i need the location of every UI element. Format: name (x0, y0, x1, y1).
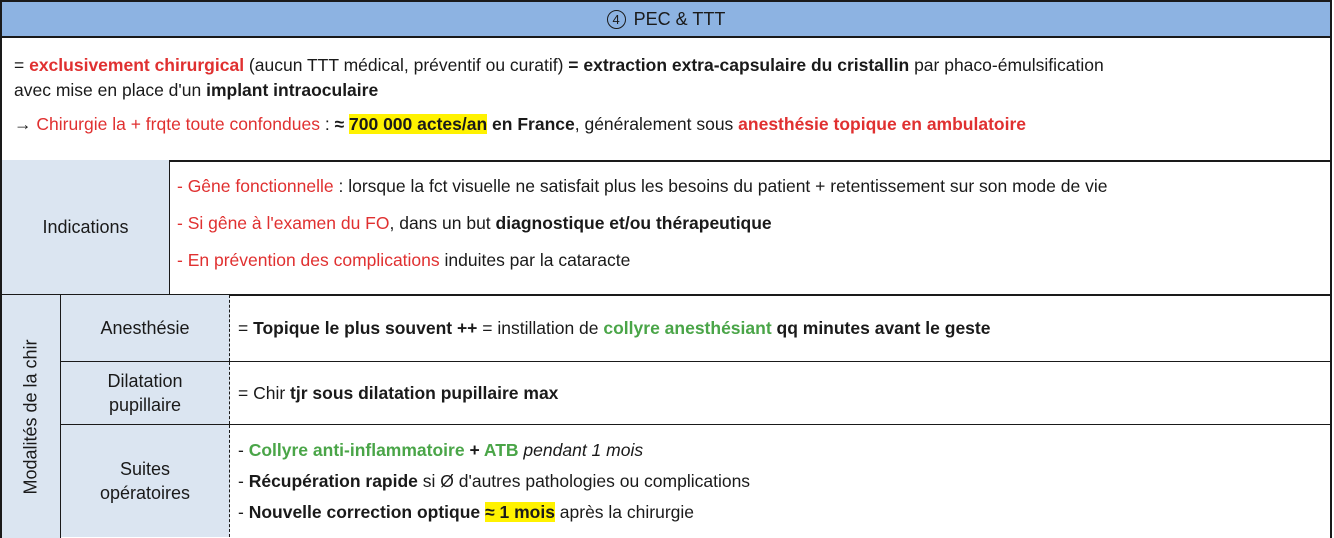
highlight-actes: 700 000 actes/an (349, 114, 488, 134)
indications-list (170, 160, 1119, 294)
suites-value (230, 425, 1330, 537)
highlight-one-month: ≈ 1 mois (485, 501, 555, 522)
indication-item: - Gêne fonctionnelle : lorsque la fct visuelle ne satisfait plus les besoins du patient + retentissement sur son mode de vie (177, 176, 1108, 196)
section-header (0, 0, 1332, 38)
row-dilatation (61, 362, 1330, 425)
suites-item: - Récupération rapide si Ø d'autres pathologies ou complications (238, 470, 751, 491)
intro-epidemiology: → Chirurgie la + frqte toute confondues : ≈ 700 000 actes/an en France, généralement sous anesthésie topique en ambulatoire (14, 114, 1027, 134)
suites-item: - Nouvelle correction optique ≈ 1 mois après la chirurgie (238, 501, 695, 522)
row-suites (61, 425, 1330, 537)
indication-item: - Si gêne à l'examen du FO, dans un but diagnostique et/ou thérapeutique (177, 213, 772, 233)
exclusive-surgical-text: exclusivement chirurgical (29, 55, 245, 75)
dilatation-value: = Chir tjr sous dilatation pupillaire max (238, 382, 559, 403)
suites-item: - Collyre anti-inflammatoire + ATB pendant 1 mois (238, 439, 644, 460)
right-arrow-icon: → (14, 114, 32, 134)
indications-label: Indications (2, 160, 170, 294)
indications-section (0, 160, 1332, 296)
section-title: PEC & TTT (633, 8, 726, 29)
circled-number-icon: 4 (607, 10, 626, 29)
indication-item: - En prévention des complications induites par la cataracte (177, 250, 631, 270)
anesthesie-value: = Topique le plus souvent ++ = instillation de collyre anesthésiant qq minutes avant le geste (238, 317, 991, 338)
modalites-section (0, 294, 1332, 538)
anesthesie-label: Anesthésie (61, 295, 230, 361)
intro-definition: = exclusivement chirurgical (aucun TTT médical, préventif ou curatif) = extraction extra-capsulaire du cristallin par phaco-émulsification avec mise en place d'un implant intraoculaire (14, 55, 1104, 100)
modalites-side-label: Modalités de la chir (2, 295, 61, 538)
suites-label: Suites opératoires (61, 425, 230, 537)
row-anesthesie (61, 295, 1330, 362)
intro-block (0, 36, 1332, 162)
dilatation-label: Dilatation pupillaire (61, 362, 230, 424)
